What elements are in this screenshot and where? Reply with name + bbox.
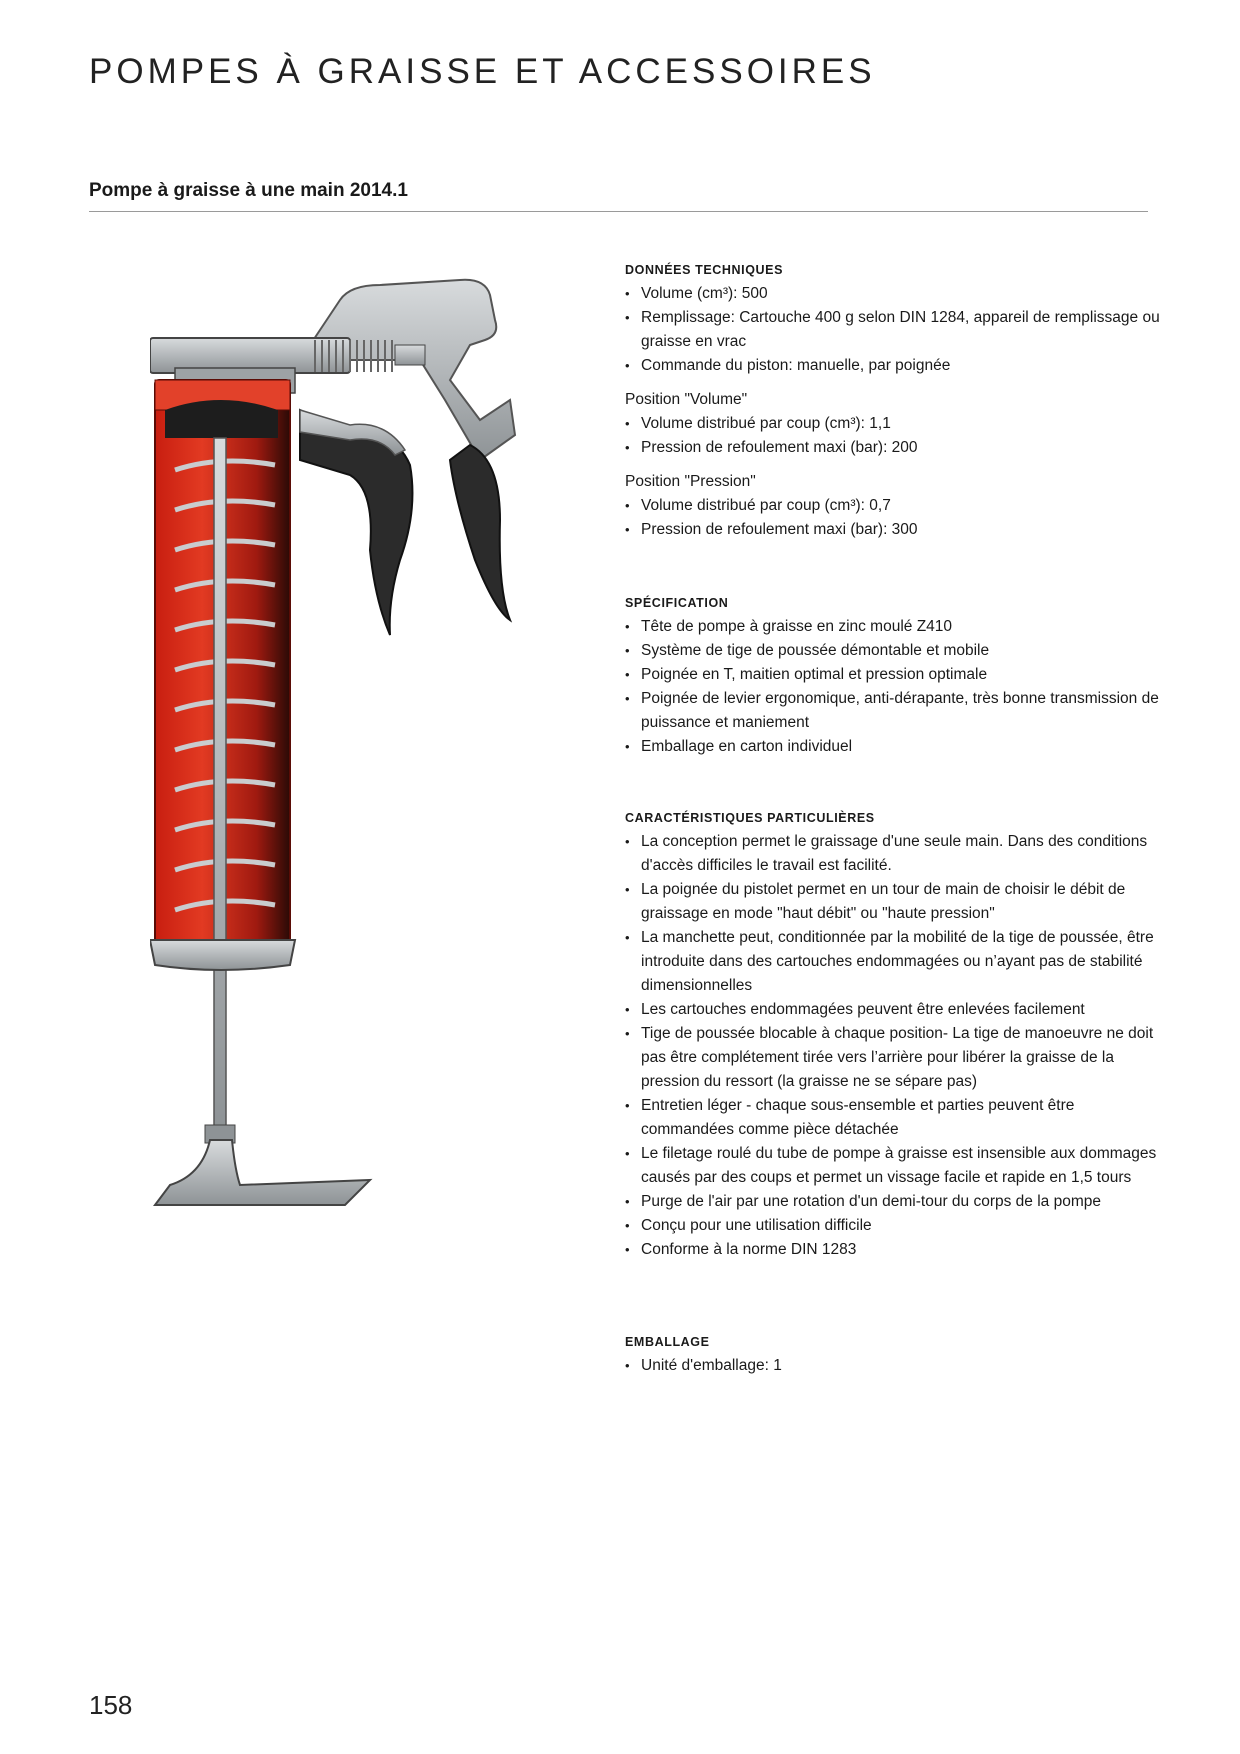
list-item: • La manchette peut, conditionnée par la mobilité de la tige de poussée, être introduite dans des cartouches endommagées ou n’ayant pas de stabilité dimensionnelles [625, 926, 1165, 998]
packaging-list [625, 1354, 1165, 1378]
specification-heading: SPÉCIFICATION [625, 596, 729, 610]
list-item: • Poignée de levier ergonomique, anti-dérapante, très bonne transmission de puissance et maniement [625, 687, 1165, 735]
specifications-panel [625, 262, 1165, 1374]
list-item: • Système de tige de poussée démontable et mobile [625, 639, 1165, 663]
list-item: • Volume (cm³): 500 [625, 282, 1165, 306]
list-item: • Volume distribué par coup (cm³): 0,7 [625, 494, 1165, 518]
position-volume-list [625, 412, 1165, 460]
list-item: • Commande du piston: manuelle, par poignée [625, 354, 1165, 378]
position-pression-label: Position "Pression" [625, 473, 756, 490]
list-item: • Le filetage roulé du tube de pompe à graisse est insensible aux dommages causés par des coups et permet un vissage facile et rapide en 1,5 tours [625, 1142, 1165, 1190]
list-item: • Pression de refoulement maxi (bar): 200 [625, 436, 1165, 460]
list-item: • Emballage en carton individuel [625, 735, 1165, 759]
product-title: Pompe à graisse à une main 2014.1 [89, 180, 408, 201]
list-item: • Remplissage: Cartouche 400 g selon DIN 1284, appareil de remplissage ou graisse en vrac [625, 306, 1165, 354]
features-heading: CARACTÉRISTIQUES PARTICULIÈRES [625, 811, 875, 825]
list-item: • Conçu pour une utilisation difficile [625, 1214, 1165, 1238]
list-item: • Unité d'emballage: 1 [625, 1354, 1165, 1378]
position-volume-label: Position "Volume" [625, 391, 748, 408]
packaging-section [625, 1334, 1165, 1378]
list-item: • Les cartouches endommagées peuvent être enlevées facilement [625, 998, 1165, 1022]
title-divider [89, 211, 1148, 212]
list-item: • Poignée en T, maitien optimal et pression optimale [625, 663, 1165, 687]
specification-list [625, 615, 1165, 759]
list-item: • La poignée du pistolet permet en un tour de main de choisir le débit de graissage en mode "haut débit" ou "haute pression" [625, 878, 1165, 926]
list-item: • Conforme à la norme DIN 1283 [625, 1238, 1165, 1262]
list-item: • Volume distribué par coup (cm³): 1,1 [625, 412, 1165, 436]
list-item: • Tige de poussée blocable à chaque position- La tige de manoeuvre ne doit pas être complétement tirée vers l’arrière pour libérer la graisse de la pression du ressort (la graisse ne se sépare pas) [625, 1022, 1165, 1094]
packaging-heading: EMBALLAGE [625, 1335, 710, 1349]
technical-data-heading: DONNÉES TECHNIQUES [625, 263, 784, 277]
grease-gun-image [150, 260, 550, 1230]
page-number: 158 [89, 1690, 133, 1720]
features-section [625, 810, 1165, 1262]
list-item: • Pression de refoulement maxi (bar): 300 [625, 518, 1165, 542]
technical-data-list [625, 282, 1165, 378]
specification-section [625, 595, 1165, 759]
technical-data-section [625, 262, 1165, 542]
list-item: • La conception permet le graissage d'une seule main. Dans des conditions d'accès difficiles le travail est facilité. [625, 830, 1165, 878]
list-item: • Entretien léger - chaque sous-ensemble et parties peuvent être commandées comme pièce détachée [625, 1094, 1165, 1142]
list-item: • Purge de l'air par une rotation d'un demi-tour du corps de la pompe [625, 1190, 1165, 1214]
page-title: POMPES À GRAISSE ET ACCESSOIRES [89, 52, 876, 91]
position-pression-list [625, 494, 1165, 542]
features-list [625, 830, 1165, 1262]
list-item: • Tête de pompe à graisse en zinc moulé Z410 [625, 615, 1165, 639]
